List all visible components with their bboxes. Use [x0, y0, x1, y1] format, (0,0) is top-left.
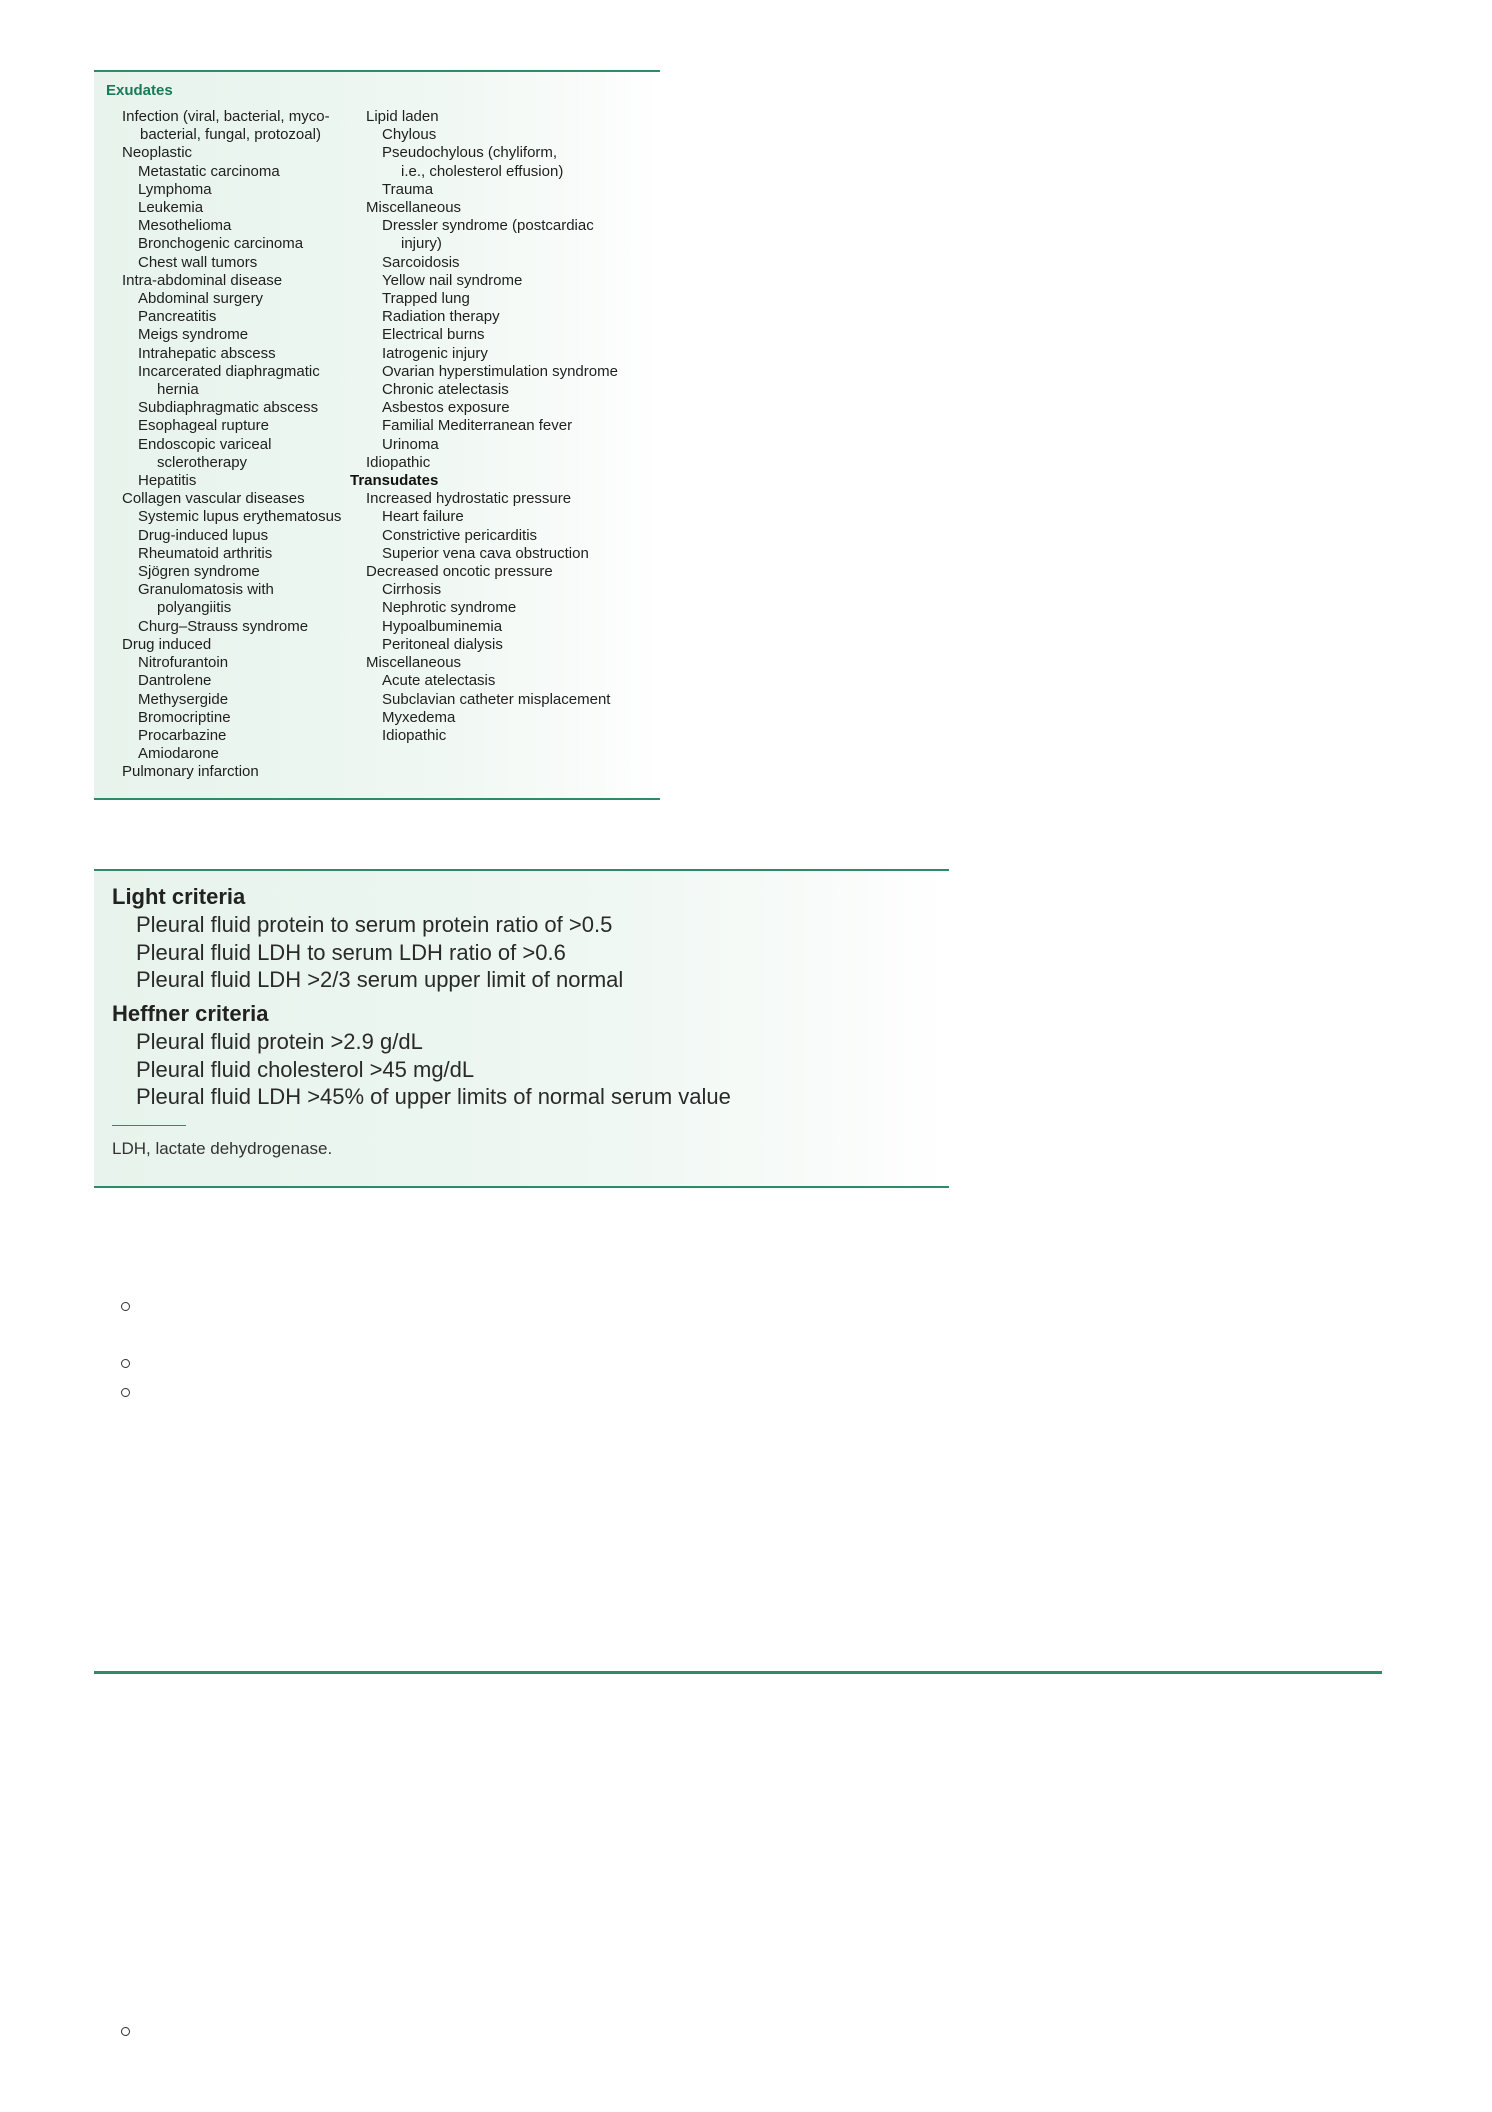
list-item: Acute atelectasis	[382, 672, 496, 690]
list-item: Miscellaneous	[366, 199, 462, 217]
exudates-title: Exudates	[106, 82, 173, 99]
list-item: Bronchogenic carcinoma	[138, 235, 304, 253]
list-item: hernia	[157, 381, 199, 399]
transudates-title: Transudates	[350, 472, 439, 490]
causes-of-effusion-table	[94, 70, 660, 800]
list-item: Pancreatitis	[138, 308, 217, 326]
list-item: Familial Mediterranean fever	[382, 417, 573, 435]
list-item: Dressler syndrome (postcardiac	[382, 217, 594, 235]
list-item: sclerotherapy	[157, 453, 248, 471]
list-item: Abdominal surgery	[138, 290, 264, 308]
criteria-item: Pleural fluid protein >2.9 g/dL	[136, 1029, 423, 1054]
list-item: Increased hydrostatic pressure	[366, 490, 572, 508]
list-item: Intra-abdominal disease	[122, 271, 283, 289]
list-item: Trauma	[382, 180, 434, 198]
list-item: Incarcerated diaphragmatic	[138, 362, 320, 380]
list-item: Bromocriptine	[138, 708, 231, 726]
list-item: Amiodarone	[138, 745, 219, 763]
list-item: Subclavian catheter misplacement	[382, 690, 611, 708]
list-item: Meigs syndrome	[138, 326, 249, 344]
list-item: Chronic atelectasis	[382, 381, 509, 399]
list-item: Systemic lupus erythematosus	[138, 508, 342, 526]
bullet-icon	[121, 1359, 130, 1368]
list-item: i.e., cholesterol effusion)	[401, 162, 564, 180]
list-item: Drug-induced lupus	[138, 526, 269, 544]
list-item: Intrahepatic abscess	[138, 344, 276, 362]
list-item: Urinoma	[382, 435, 439, 453]
bullet-icon	[121, 1302, 130, 1311]
criteria-item: Pleural fluid protein to serum protein ratio of >0.5	[136, 912, 613, 937]
list-item: Ovarian hyperstimulation syndrome	[382, 362, 618, 380]
list-item: Collagen vascular diseases	[122, 490, 305, 508]
list-item: Chylous	[382, 126, 437, 144]
criteria-item: Pleural fluid LDH to serum LDH ratio of >0.6	[136, 939, 566, 965]
light-criteria-block	[112, 883, 623, 994]
list-item: injury)	[401, 235, 442, 253]
list-item: Infection (viral, bacterial, myco-	[122, 108, 330, 125]
list-item: Yellow nail syndrome	[382, 271, 523, 289]
list-item: Sarcoidosis	[382, 253, 460, 271]
list-item: Chest wall tumors	[138, 253, 258, 271]
list-item: Electrical burns	[382, 326, 485, 344]
list-item: Pulmonary infarction	[122, 763, 259, 781]
criteria-item: Pleural fluid LDH >45% of upper limits of normal serum value	[136, 1084, 731, 1109]
list-item: Methysergide	[138, 690, 229, 708]
list-item: Lipid laden	[366, 108, 439, 125]
list-item: Leukemia	[138, 199, 204, 217]
list-item: Miscellaneous	[366, 654, 462, 672]
list-item: Endoscopic variceal	[138, 435, 272, 453]
list-item: Churg–Strauss syndrome	[138, 617, 309, 635]
bullet-icon	[121, 1388, 130, 1397]
list-item: Iatrogenic injury	[382, 344, 488, 362]
list-item: Metastatic carcinoma	[138, 162, 280, 180]
list-item: polyangiitis	[157, 599, 232, 617]
list-item: Hypoalbuminemia	[382, 617, 503, 635]
list-item: Nephrotic syndrome	[382, 599, 517, 617]
list-item: Rheumatoid arthritis	[138, 544, 273, 562]
table-footnote: LDH, lactate dehydrogenase.	[112, 1139, 333, 1158]
bullet-icon	[121, 2027, 130, 2036]
criteria-item: Pleural fluid LDH >2/3 serum upper limit of normal	[136, 967, 624, 992]
list-item: Pseudochylous (chyliform,	[382, 144, 558, 162]
section-divider	[94, 1671, 1382, 1674]
light-criteria-heading: Light criteria	[112, 884, 246, 909]
heffner-criteria-block	[112, 1000, 731, 1111]
list-item: Cirrhosis	[382, 581, 442, 599]
list-item: bacterial, fungal, protozoal)	[140, 126, 321, 144]
list-item: Lymphoma	[138, 180, 212, 198]
list-item: Dantrolene	[138, 672, 212, 690]
list-item: Radiation therapy	[382, 308, 500, 326]
list-item: Superior vena cava obstruction	[382, 544, 589, 562]
list-item: Asbestos exposure	[382, 399, 510, 417]
list-item: Procarbazine	[138, 726, 227, 744]
criteria-item: Pleural fluid cholesterol >45 mg/dL	[136, 1056, 475, 1082]
footnote-divider	[112, 1125, 186, 1126]
list-item: Hepatitis	[138, 472, 197, 490]
list-item: Peritoneal dialysis	[382, 635, 503, 653]
table-column-left	[122, 108, 341, 782]
list-item: Nitrofurantoin	[138, 654, 229, 672]
list-item: Mesothelioma	[138, 217, 232, 235]
list-item: Drug induced	[122, 635, 212, 653]
list-item: Subdiaphragmatic abscess	[138, 399, 319, 417]
table-column-right	[350, 108, 618, 745]
list-item: Neoplastic	[122, 144, 193, 162]
list-item: Granulomatosis with	[138, 581, 274, 599]
list-item: Trapped lung	[382, 290, 470, 308]
list-item: Constrictive pericarditis	[382, 526, 538, 544]
list-item: Myxedema	[382, 708, 456, 726]
list-item: Idiopathic	[366, 453, 431, 471]
list-item: Decreased oncotic pressure	[366, 563, 553, 581]
list-item: Heart failure	[382, 508, 464, 526]
exudate-criteria-table	[94, 869, 949, 1188]
heffner-criteria-heading: Heffner criteria	[112, 1001, 269, 1026]
list-item: Idiopathic	[382, 726, 447, 744]
list-item: Sjögren syndrome	[138, 563, 260, 581]
list-item: Esophageal rupture	[138, 417, 269, 435]
